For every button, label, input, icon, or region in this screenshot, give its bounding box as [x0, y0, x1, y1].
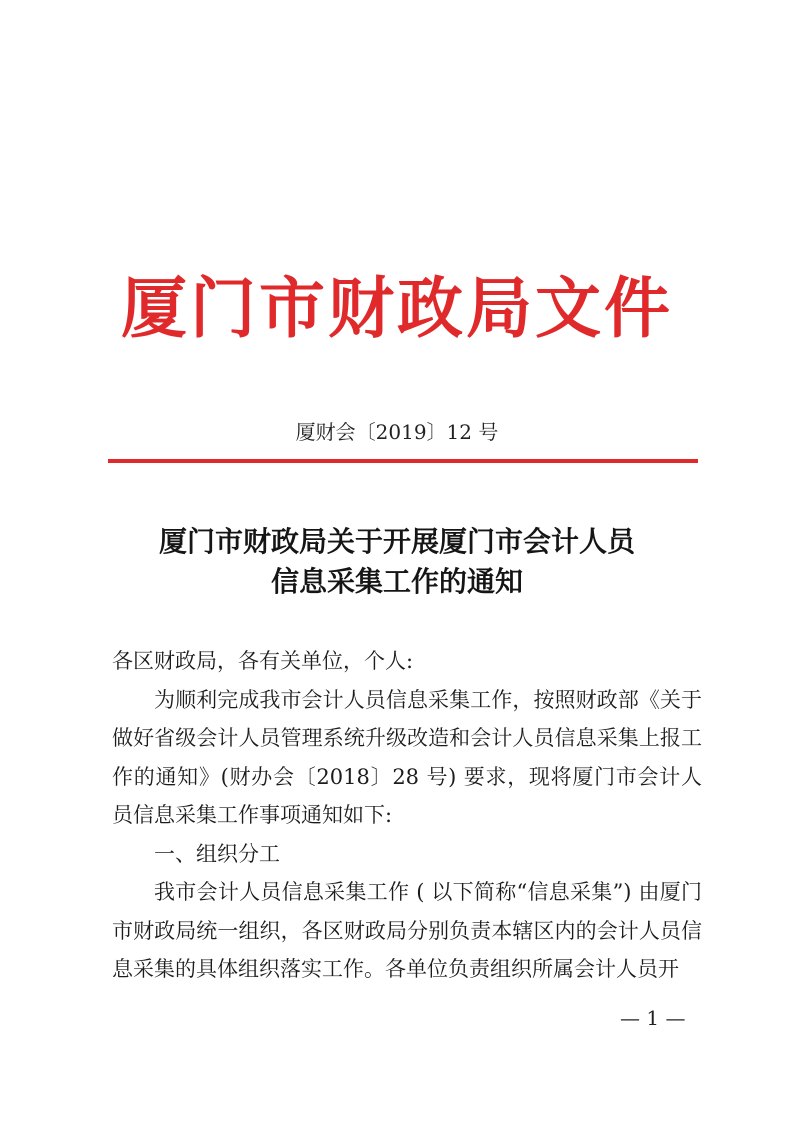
- paragraph-intro: 为顺利完成我市会计人员信息采集工作，按照财政部《关于做好省级会计人员管理系统升级改造和会计人员信息采集上报工作的通知》(财办会〔2018〕28 号) 要求，现将厦门市会计人员信息采集工作事项通知如下:: [112, 687, 702, 827]
- issuer-masthead: 厦门市财政局文件: [121, 269, 673, 347]
- page-number: — 1 —: [620, 1006, 686, 1030]
- red-divider-rule: [108, 459, 698, 463]
- salutation: 各区财政局，各有关单位，个人:: [112, 649, 414, 673]
- document-body: [112, 642, 702, 989]
- title-line-2: 信息采集工作的通知: [270, 565, 523, 598]
- document-number: 厦财会〔2019〕12 号: [295, 420, 499, 444]
- section-heading-organization: 一、组织分工: [154, 841, 280, 866]
- title-line-1: 厦门市财政局关于开展厦门市会计人员: [158, 525, 635, 558]
- paragraph-organization: 我市会计人员信息采集工作 ( 以下简称“信息采集”) 由厦门市财政局统一组织，各区财政局分别负责本辖区内的会计人员信息采集的具体组织落实工作。各单位负责组织所属会计人员开: [112, 880, 702, 981]
- document-title: [0, 522, 794, 602]
